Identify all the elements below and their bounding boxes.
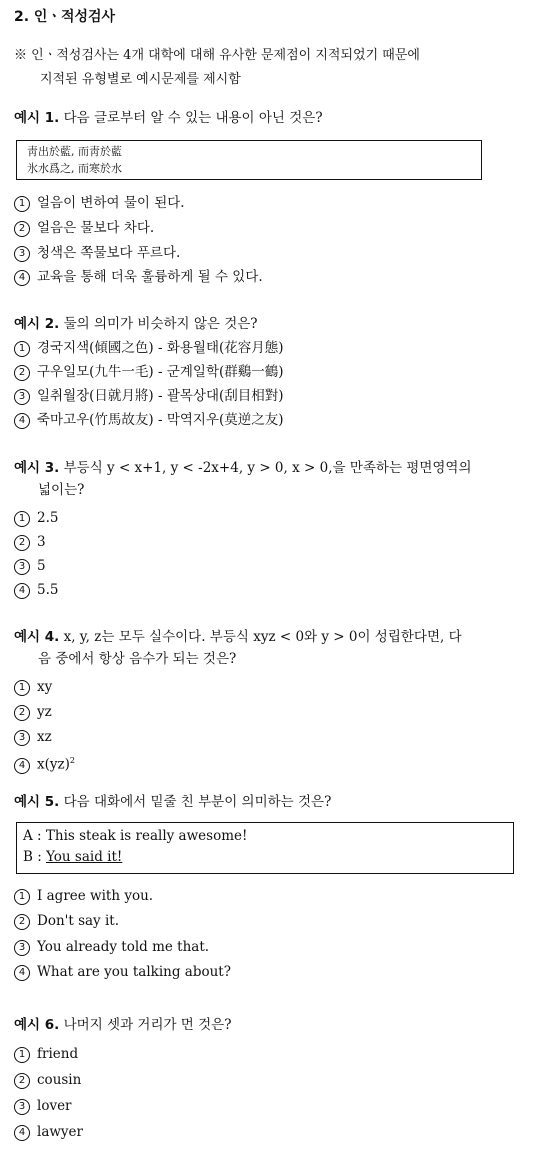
option-marker: 1: [14, 341, 30, 357]
option-text: 얼음은 물보다 차다.: [37, 220, 155, 236]
option-4[interactable]: [14, 751, 534, 775]
question-text: 다음 대화에서 밑줄 친 부분이 의미하는 것은?: [63, 794, 332, 810]
option-3[interactable]: [14, 386, 534, 406]
question-label: 예시 6.: [14, 1017, 60, 1033]
quote-box: [16, 140, 482, 180]
option-marker: 4: [14, 758, 30, 774]
question-text-cont: 넓이는?: [38, 482, 85, 498]
option-marker: 3: [14, 940, 30, 956]
option-text: xy: [37, 679, 53, 695]
question-label: 예시 3.: [14, 460, 60, 476]
option-1[interactable]: [14, 338, 534, 358]
option-2[interactable]: [14, 1070, 534, 1090]
question-4: [14, 626, 539, 670]
option-text: What are you talking about?: [37, 964, 231, 980]
option-text: x(yz): [37, 756, 70, 773]
option-marker: 4: [14, 965, 30, 981]
option-marker: 1: [14, 196, 30, 212]
quote-line-1: 靑出於藍, 而靑於藍: [27, 145, 122, 158]
option-text: 3: [37, 534, 46, 550]
option-2[interactable]: [14, 532, 534, 552]
option-4[interactable]: [14, 1122, 534, 1142]
question-text: 둘의 의미가 비슷하지 않은 것은?: [63, 316, 258, 332]
option-marker: 3: [14, 730, 30, 746]
option-text: Don't say it.: [37, 913, 120, 929]
option-text: 5: [37, 558, 46, 574]
dialogue-line-a: A : This steak is really awesome!: [23, 828, 248, 844]
option-text: 2.5: [37, 510, 59, 526]
question-3: [14, 457, 539, 501]
option-2[interactable]: [14, 362, 534, 382]
question-label: 예시 1.: [14, 110, 60, 126]
option-text: 경국지색(傾國之色) - 화용월태(花容月態): [37, 340, 284, 356]
option-4[interactable]: [14, 267, 534, 287]
option-text: 죽마고우(竹馬故友) - 막역지우(莫逆之友): [37, 412, 284, 428]
option-1[interactable]: [14, 886, 534, 906]
option-3[interactable]: [14, 937, 534, 957]
option-2[interactable]: [14, 702, 534, 722]
option-4[interactable]: [14, 410, 534, 430]
question-1: [14, 107, 539, 129]
option-1[interactable]: [14, 1044, 534, 1064]
question-6: [14, 1014, 539, 1036]
option-3[interactable]: [14, 243, 534, 263]
option-marker: 1: [14, 680, 30, 696]
option-4[interactable]: [14, 580, 534, 600]
option-text: friend: [37, 1046, 79, 1062]
question-text: 부등식 y < x+1, y < -2x+4, y > 0, x > 0,을 만족하는 평면영역의: [63, 460, 472, 476]
option-marker: 4: [14, 583, 30, 599]
option-superscript: 2: [69, 756, 75, 765]
option-marker: 2: [14, 705, 30, 721]
question-text: 나머지 셋과 거리가 먼 것은?: [63, 1017, 232, 1033]
option-2[interactable]: [14, 218, 534, 238]
option-text: lawyer: [37, 1124, 83, 1140]
quote-line-2: 氷水爲之, 而寒於水: [27, 162, 122, 175]
option-3[interactable]: [14, 1096, 534, 1116]
option-1[interactable]: [14, 677, 534, 697]
option-text: 구우일모(九牛一毛) - 군계일학(群鷄一鶴): [37, 364, 284, 380]
option-text: 청색은 쪽물보다 푸르다.: [37, 245, 181, 261]
option-text: 일취월장(日就月將) - 괄목상대(刮目相對): [37, 388, 284, 404]
option-marker: 2: [14, 221, 30, 237]
question-text: x, y, z는 모두 실수이다. 부등식 xyz < 0와 y > 0이 성립한다면, 다: [63, 629, 462, 645]
option-marker: 4: [14, 1125, 30, 1141]
option-marker: 3: [14, 1099, 30, 1115]
option-marker: 4: [14, 270, 30, 286]
option-text: I agree with you.: [37, 888, 154, 904]
question-5: [14, 791, 539, 813]
option-text: 얼음이 변하여 물이 된다.: [37, 195, 185, 211]
question-label: 예시 5.: [14, 794, 60, 810]
option-marker: 1: [14, 889, 30, 905]
option-text: 교육을 통해 더욱 훌륭하게 될 수 있다.: [37, 269, 263, 285]
option-text: 5.5: [37, 582, 59, 598]
option-1[interactable]: [14, 508, 534, 528]
option-marker: 3: [14, 389, 30, 405]
intro-line-1: ※ 인ㆍ적성검사는 4개 대학에 대해 유사한 문제점이 지적되었기 때문에: [14, 48, 420, 63]
option-marker: 2: [14, 535, 30, 551]
option-3[interactable]: [14, 727, 534, 747]
option-marker: 3: [14, 559, 30, 575]
option-text: xz: [37, 729, 52, 745]
option-1[interactable]: [14, 193, 534, 213]
question-text-cont: 음 중에서 항상 음수가 되는 것은?: [38, 651, 237, 667]
question-label: 예시 2.: [14, 316, 60, 332]
question-label: 예시 4.: [14, 629, 60, 645]
option-4[interactable]: [14, 962, 534, 982]
option-marker: 3: [14, 246, 30, 262]
option-text: lover: [37, 1098, 72, 1114]
option-marker: 2: [14, 914, 30, 930]
underlined-phrase: You said it!: [46, 849, 123, 865]
intro-line-2: 지적된 유형별로 예시문제를 제시함: [40, 72, 241, 87]
option-marker: 2: [14, 365, 30, 381]
option-2[interactable]: [14, 911, 534, 931]
option-3[interactable]: [14, 556, 534, 576]
dialogue-box: [16, 822, 514, 874]
option-marker: 1: [14, 1047, 30, 1063]
dialogue-line-b: B : You said it!: [23, 849, 123, 865]
option-marker: 4: [14, 413, 30, 429]
intro-note: [14, 44, 534, 92]
option-text: You already told me that.: [37, 939, 210, 955]
option-marker: 2: [14, 1073, 30, 1089]
option-text: cousin: [37, 1072, 82, 1088]
option-text: yz: [37, 704, 52, 720]
question-2: [14, 313, 539, 335]
option-marker: 1: [14, 511, 30, 527]
section-title: 2. 인ㆍ적성검사: [14, 9, 116, 25]
question-text: 다음 글로부터 알 수 있는 내용이 아닌 것은?: [63, 110, 323, 126]
